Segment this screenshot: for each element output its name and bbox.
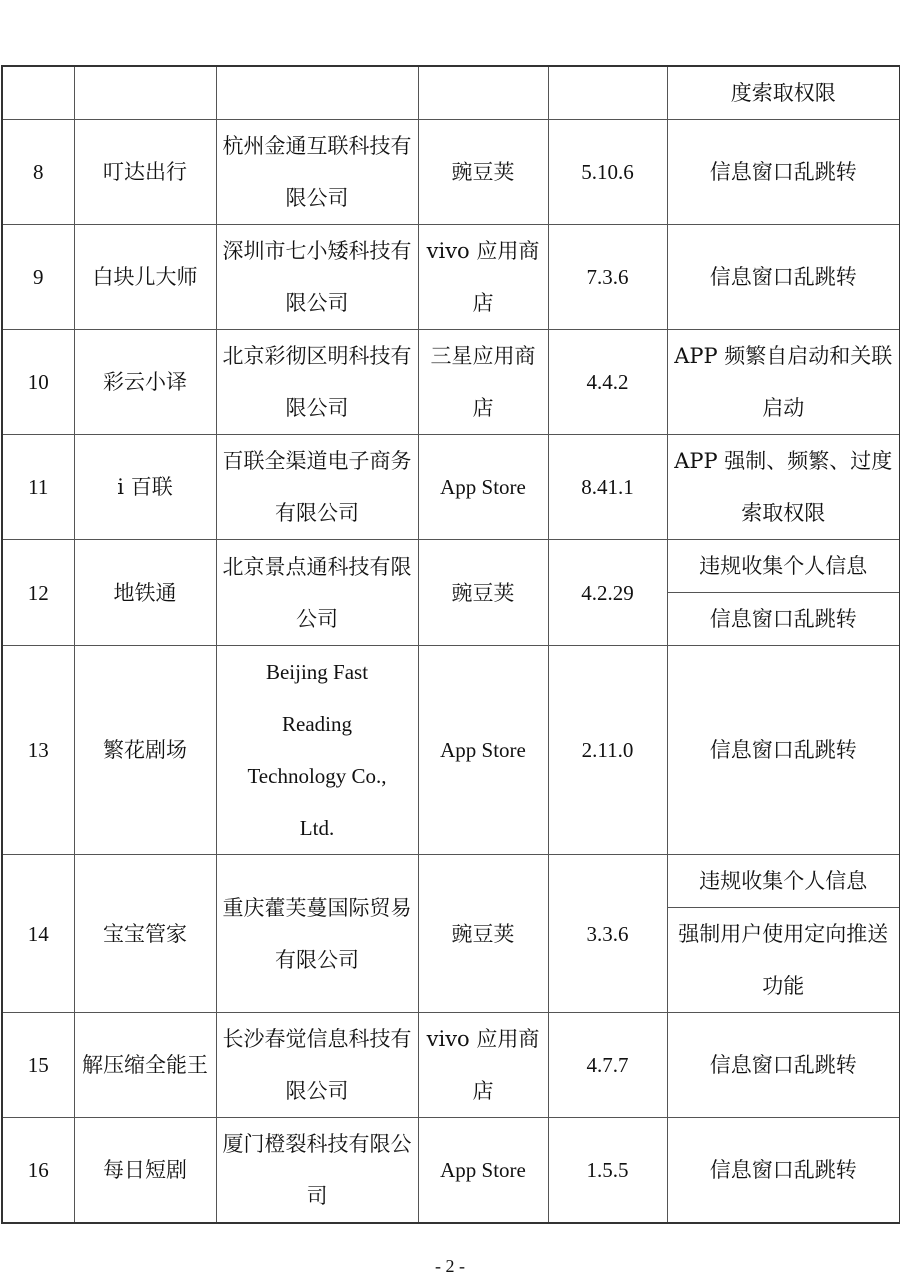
- table-row: [2, 855, 900, 908]
- cell-no: 9: [2, 225, 74, 330]
- cell-app-name: 地铁通: [74, 540, 216, 646]
- cell-issue: 信息窗口乱跳转: [667, 1013, 900, 1118]
- table-row: [2, 120, 900, 225]
- cell-version: 2.11.0: [548, 646, 667, 855]
- cell-source: 豌豆荚: [418, 855, 548, 1013]
- cell-app-name: 宝宝管家: [74, 855, 216, 1013]
- cell-no: 16: [2, 1118, 74, 1224]
- cell-version: 4.4.2: [548, 330, 667, 435]
- cell-no: 14: [2, 855, 74, 1013]
- cell-issue: 信息窗口乱跳转: [667, 1118, 900, 1224]
- cell-app-name: 繁花剧场: [74, 646, 216, 855]
- cell-no: 13: [2, 646, 74, 855]
- cell-developer: Beijing Fast Reading Technology Co., Ltd.: [216, 646, 418, 855]
- table-row: [2, 435, 900, 540]
- cell-version: 1.5.5: [548, 1118, 667, 1224]
- cell-developer: 百联全渠道电子商务有限公司: [216, 435, 418, 540]
- cell-issue: 违规收集个人信息: [667, 855, 900, 908]
- cell-source: App Store: [418, 1118, 548, 1224]
- cell-developer: 北京景点通科技有限公司: [216, 540, 418, 646]
- cell-source: 豌豆荚: [418, 540, 548, 646]
- cell-version: 3.3.6: [548, 855, 667, 1013]
- table-row: [2, 330, 900, 435]
- cell-developer: 北京彩彻区明科技有限公司: [216, 330, 418, 435]
- cell-issue: 信息窗口乱跳转: [667, 120, 900, 225]
- cell-developer: 重庆藿芙蔓国际贸易有限公司: [216, 855, 418, 1013]
- cell-source: App Store: [418, 435, 548, 540]
- cell-source: 豌豆荚: [418, 120, 548, 225]
- cell-app-name: 解压缩全能王: [74, 1013, 216, 1118]
- cell-issue: 信息窗口乱跳转: [667, 593, 900, 646]
- cell-developer: 厦门橙裂科技有限公司: [216, 1118, 418, 1224]
- cell-developer: 长沙春觉信息科技有限公司: [216, 1013, 418, 1118]
- cell-no: 10: [2, 330, 74, 435]
- cell-app-name: [74, 66, 216, 120]
- cell-source: 三星应用商店: [418, 330, 548, 435]
- cell-developer: [216, 66, 418, 120]
- table-row: [2, 646, 900, 855]
- cell-no: 11: [2, 435, 74, 540]
- cell-no: [2, 66, 74, 120]
- cell-no: 12: [2, 540, 74, 646]
- cell-version: [548, 66, 667, 120]
- table-row: [2, 540, 900, 593]
- cell-source: vivo 应用商店: [418, 225, 548, 330]
- cell-source: [418, 66, 548, 120]
- cell-issue: APP 强制、频繁、过度索取权限: [667, 435, 900, 540]
- cell-no: 8: [2, 120, 74, 225]
- cell-issue: 违规收集个人信息: [667, 540, 900, 593]
- app-violation-table: [1, 65, 900, 1224]
- cell-source: vivo 应用商店: [418, 1013, 548, 1118]
- cell-issue: APP 频繁自启动和关联启动: [667, 330, 900, 435]
- cell-developer: 杭州金通互联科技有限公司: [216, 120, 418, 225]
- cell-version: 5.10.6: [548, 120, 667, 225]
- table-row-continued: [2, 66, 900, 120]
- cell-version: 4.7.7: [548, 1013, 667, 1118]
- cell-issue: 信息窗口乱跳转: [667, 646, 900, 855]
- page-number: - 2 -: [435, 1256, 465, 1276]
- table-row: [2, 1013, 900, 1118]
- cell-app-name: i 百联: [74, 435, 216, 540]
- cell-source: App Store: [418, 646, 548, 855]
- cell-issue: 度索取权限: [667, 66, 900, 120]
- cell-version: 7.3.6: [548, 225, 667, 330]
- cell-app-name: 白块儿大师: [74, 225, 216, 330]
- table-row: [2, 1118, 900, 1224]
- cell-developer: 深圳市七小矮科技有限公司: [216, 225, 418, 330]
- cell-app-name: 彩云小译: [74, 330, 216, 435]
- cell-no: 15: [2, 1013, 74, 1118]
- cell-issue: 信息窗口乱跳转: [667, 225, 900, 330]
- cell-version: 8.41.1: [548, 435, 667, 540]
- cell-version: 4.2.29: [548, 540, 667, 646]
- cell-issue: 强制用户使用定向推送功能: [667, 908, 900, 1013]
- cell-app-name: 叮达出行: [74, 120, 216, 225]
- cell-app-name: 每日短剧: [74, 1118, 216, 1224]
- table-row: [2, 225, 900, 330]
